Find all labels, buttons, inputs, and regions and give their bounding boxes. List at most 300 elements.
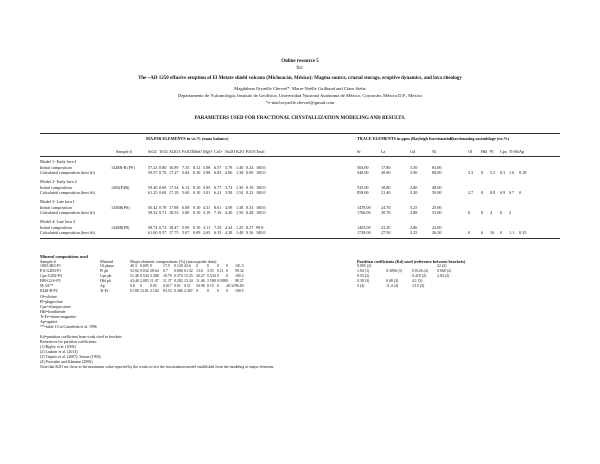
major-value: 5.08	[203, 164, 211, 170]
mineral-value: 98.27	[235, 279, 244, 283]
major-value: 17.18	[169, 190, 179, 195]
major-value: 8.61	[214, 204, 222, 210]
assemblage-value: 0.7	[509, 190, 515, 195]
major-col-header: Total	[256, 149, 265, 154]
partition-coefficient: 0.3096 (1)	[386, 269, 403, 273]
major-value: 0.12	[193, 164, 201, 170]
mineral-name: Hbl ph	[100, 279, 111, 283]
trace-value: 3.25	[410, 230, 418, 235]
email: *e-mail:oryaelle.chevrel@gmail.com	[265, 100, 335, 105]
mineral-value: 0.7	[163, 269, 168, 273]
row-label: Initial composition	[40, 224, 72, 230]
major-value: 0.68	[159, 190, 167, 195]
resource-title: Online resource 5	[281, 59, 319, 64]
major-value: 0.10	[193, 224, 201, 230]
major-value: 100.0	[256, 164, 266, 170]
major-value: 0.72	[159, 224, 167, 230]
assemblage-value: 8.8	[490, 190, 496, 195]
major-value: 5.80	[182, 210, 190, 215]
trace-value: 26.30	[432, 230, 442, 235]
major-value: 59.57	[148, 170, 158, 175]
model-name: Model 3- Late lava I	[40, 199, 75, 204]
mineral-value: 15.34	[184, 279, 193, 283]
mineral-value: 2.083	[140, 279, 149, 283]
note-line: (4) Prowatke and Klemme (2006)	[40, 360, 93, 364]
row-label: Initial composition	[40, 184, 72, 190]
major-col-header: MgO	[203, 149, 212, 154]
assemblage-value: 0	[481, 170, 484, 175]
mineral-name: Ol phase	[100, 264, 114, 268]
major-value: 17.34	[169, 184, 179, 190]
major-value: 0.16	[246, 230, 254, 235]
mineral-value: 0	[226, 289, 228, 293]
trace-value: 84.00	[432, 164, 442, 170]
major-value: 5.07	[182, 230, 190, 235]
partition-coefficient: 0.418 (2)	[412, 274, 427, 278]
assemblage-value: 10	[490, 230, 495, 235]
major-col-header: CaO	[214, 149, 222, 154]
major-col-header: P2O5	[246, 149, 256, 154]
major-value: 3.10	[203, 210, 211, 215]
mineral-name: Cpx ph	[100, 274, 112, 278]
major-value: 2.65	[203, 230, 211, 235]
trace-value: 3.50	[410, 164, 418, 170]
resource-for: for:	[296, 66, 304, 71]
mineral-value: 100.5	[235, 289, 244, 293]
major-value: 0.22	[246, 190, 254, 195]
trace-col-header: La	[381, 149, 386, 154]
trace-value: 504.00	[357, 164, 369, 170]
assemblage-col-header: Pl	[490, 149, 494, 154]
partition-coefficient: 0.0126 (2)	[412, 269, 429, 273]
trace-value: 1478.00	[357, 204, 371, 210]
mineral-value: 0.534	[140, 274, 149, 278]
paper-title: The ~AD 1250 effusive eruption of El Metate shield volcano (Michoacán, México): Magma source, crustal storage, eruptive dynamics, and lava rheology	[138, 76, 462, 81]
note-line: References for partition coefficients:	[40, 340, 98, 344]
assemblage-value: 0.3	[500, 170, 506, 175]
mineral-value: 43.6	[184, 264, 191, 268]
major-value: 3.74	[225, 184, 233, 190]
row-label: Initial composition	[40, 204, 72, 210]
mineral-name: Ap	[100, 284, 105, 288]
major-value: 3.95	[203, 184, 211, 190]
mineral-value: 0	[226, 279, 228, 283]
mineral-sample: H8l-G2-6-P3	[40, 279, 61, 283]
assemblage-col-header: Cpx	[500, 149, 507, 154]
major-value: 61.60	[148, 230, 158, 235]
group-trace-header: TRACE ELEMENTS in ppm (Rayleigh fractionation)	[357, 136, 454, 141]
mineral-value: 0.282	[174, 279, 183, 283]
mineral-value: 0	[140, 284, 142, 288]
assemblage-value: 0	[500, 210, 503, 215]
mineral-sample: Cpx-G282-P4	[40, 274, 62, 278]
mineral-value: 0.01	[174, 284, 181, 288]
major-value: 1.50	[236, 210, 244, 215]
model-name: Model 1- Early lava I	[40, 159, 77, 164]
assemblage-value: 5.5	[490, 170, 496, 175]
mineral-value: 0	[226, 264, 228, 268]
mineral-value: 10.79	[163, 274, 172, 278]
mineral-name: Ti-Fe	[100, 289, 109, 293]
partition-coefficient: 4.1 (3)	[412, 279, 423, 283]
mineral-value: 99.32	[235, 269, 244, 273]
mineral-value: 0.534	[207, 274, 216, 278]
mineral-value: 43.48	[130, 279, 139, 283]
mineral-name: Pl ph	[100, 269, 109, 273]
mineral-value: 2.102	[150, 289, 159, 293]
trace-col-header: Sr	[357, 149, 361, 154]
mineral-value: 52.92	[130, 269, 139, 273]
major-value: 59.40	[148, 184, 158, 190]
mineral-value: 0	[207, 289, 209, 293]
minerals-sample-header: Sample #	[40, 259, 56, 264]
trace-value: 535.00	[357, 184, 369, 190]
row-label: Initial composition	[40, 164, 72, 170]
major-value: 1.48	[236, 230, 244, 235]
major-value: 100.0	[256, 204, 266, 210]
mineral-value: 40.32	[226, 284, 235, 288]
assemblage-col-header: Ti-Mt	[509, 149, 519, 154]
major-value: 4.08	[225, 204, 233, 210]
trace-value: 3.20	[410, 190, 418, 195]
note-line: Note that K2O are close to the maximum value reported by the works to test the fractionation model established from the modeling of major elements	[40, 365, 274, 369]
assemblage-value: 0.18	[519, 170, 527, 175]
trace-value: 3.25	[410, 204, 418, 210]
assemblage-value: 3.3	[468, 170, 474, 175]
header-rule	[40, 156, 560, 157]
trace-value: 1766.00	[357, 210, 371, 215]
trace-value: 2.86	[410, 224, 418, 230]
mineral-value: 40.3	[130, 264, 137, 268]
major-value: 3.78	[225, 164, 233, 170]
assemblage-value: 2	[509, 210, 512, 215]
major-value: 18.47	[169, 224, 179, 230]
mineral-value: 0	[226, 274, 228, 278]
sample-id: 1428B-B (FF)	[111, 164, 135, 170]
trace-value: 18.80	[381, 184, 391, 190]
mineral-value: 101.5	[235, 264, 244, 268]
legend-item: Cpx=clinopyroxene	[40, 305, 71, 309]
major-value: 0.27	[246, 224, 254, 230]
major-col-header: TiO2	[159, 149, 168, 154]
sample-id: 1430B(PS)	[111, 204, 130, 210]
partition-coefficient: 0.08 (3)	[386, 279, 399, 283]
partition-coefficient: 11.4 (4)	[386, 284, 399, 288]
partition-coefficient: 2.84 (2)	[437, 274, 450, 278]
table-top-rule	[40, 133, 560, 134]
major-value: 3.98	[203, 170, 211, 175]
major-col-header: Al2O3	[169, 149, 181, 154]
row-label: Calculated composition (best fit)	[40, 230, 96, 235]
major-value: 5.60	[182, 190, 190, 195]
assemblage-value: 0	[500, 230, 503, 235]
major-col-header: SiO2	[148, 149, 157, 154]
row-label: Calculated composition (best fit)	[40, 170, 96, 175]
assemblage-col-header: Hbl	[481, 149, 488, 154]
trace-value: 30.70	[381, 210, 391, 215]
mineral-value: 0	[196, 264, 198, 268]
trace-value: 1738.00	[357, 230, 371, 235]
assemblage-value: 0	[519, 190, 522, 195]
major-value: 1.54	[236, 190, 244, 195]
trace-value: 50.00	[432, 190, 442, 195]
major-value: 4.38	[225, 230, 233, 235]
partition-coefficient: 0.38 (3)	[357, 279, 370, 283]
major-value: 6.83	[214, 170, 222, 175]
note-line: (3) Tiepolo et al. (2007); Sisson (1994)	[40, 355, 101, 359]
major-value: 6.57	[214, 164, 222, 170]
trace-value: 858.00	[357, 190, 369, 195]
major-col-header: Fe2O3	[182, 149, 194, 154]
minerals-title: Mineral compositions used	[40, 254, 88, 259]
mineral-value: 0.006	[174, 269, 183, 273]
major-value: 5.84	[182, 170, 190, 175]
major-value: 0.10	[193, 170, 201, 175]
major-value: 1.40	[236, 164, 244, 170]
affiliation: Departamento de Vulcanología, Instituto de Geofísica, Universidad Nacional Autónoma de México, Coyoacán, México D.F., Mexico	[177, 93, 423, 98]
partition-coefficient: 0.068 (2)	[437, 269, 452, 273]
mineral-sample: E428-B-P4	[40, 289, 58, 293]
major-value: 6.12	[182, 184, 190, 190]
major-value: 6.33	[214, 230, 222, 235]
partition-coefficient: 13.5 (4)	[412, 284, 425, 288]
mineral-value: 51.48	[130, 274, 139, 278]
model-name: Model 2- Early lava 2	[40, 179, 77, 184]
mineral-value: 0	[217, 264, 219, 268]
partition-coefficient: 0.53 (2)	[357, 274, 370, 278]
mineral-value: 13.6	[196, 269, 203, 273]
mineral-value: 0	[217, 274, 219, 278]
trace-value: 3.90	[410, 170, 418, 175]
major-value: 0.10	[193, 190, 201, 195]
mineral-value: 0	[207, 264, 209, 268]
major-value: 0.33	[246, 204, 254, 210]
major-value: 17.88	[169, 204, 179, 210]
mineral-value: 0	[150, 264, 152, 268]
major-col-header: K2O	[236, 149, 245, 154]
major-value: 57.23	[148, 164, 158, 170]
assemblage-value: 4	[490, 210, 493, 215]
mineral-value: 100.2	[235, 274, 244, 278]
authors: Magdalena Oryaëlle Chevrel*, Marie-Noëlle Guilbaud and Claus Siebe	[234, 86, 366, 91]
mineral-sample: P1l-G2B3-P1	[40, 269, 62, 273]
major-value: 0.10	[193, 184, 201, 190]
mineral-value: 3.498	[150, 274, 159, 278]
mineral-value: 0.386	[174, 289, 183, 293]
major-value: 0.24	[246, 164, 254, 170]
major-value: 16.89	[169, 164, 179, 170]
major-value: 58.74	[148, 224, 158, 230]
mineral-value: 3.55	[207, 269, 214, 273]
major-value: 100.0	[256, 230, 266, 235]
trace-value: 80.00	[432, 170, 442, 175]
major-value: 0.09	[246, 170, 254, 175]
major-value: 99.8	[256, 224, 264, 230]
legend-item: Ol=olivine	[40, 295, 57, 299]
major-value: 0.71	[159, 210, 167, 215]
assemblage-value: 6	[481, 230, 484, 235]
partition-coefficient: 22 (2)	[437, 264, 447, 268]
partition-coefficient: 0.005 (2)	[357, 264, 372, 268]
minerals-major-header: Major element compositions (%) (microprobe data)	[130, 259, 217, 264]
trace-value: 33.00	[432, 210, 442, 215]
assemblage-value: 0	[468, 230, 471, 235]
sample-col-header: Sample #	[116, 149, 132, 154]
table-bottom-rule	[40, 238, 560, 239]
major-value: 0.09	[193, 230, 201, 235]
trace-value: 27.50	[381, 230, 391, 235]
legend-item: Hbl=hornblende	[40, 310, 66, 314]
mineral-value: 2.367	[184, 289, 193, 293]
trace-value: 21.40	[381, 190, 391, 195]
mineral-value: 0.11	[217, 269, 224, 273]
major-value: 18.53	[169, 210, 179, 215]
section-title: PARAMETERS USED FOR FRACTIONAL CRYSTALLIZATION MODELING AND RESULTS.	[194, 116, 406, 121]
mineral-value: 0	[226, 269, 228, 273]
mineral-value: 11.37	[163, 279, 172, 283]
assemblage-value: 0	[468, 210, 471, 215]
assemblage-value: 0	[481, 190, 484, 195]
major-col-header: MnO	[193, 149, 202, 154]
major-value: 4.06	[225, 170, 233, 175]
minerals-partition-header: Partition coefficients (Kd) used (reference between brackets)	[357, 259, 466, 264]
trace-col-header: Ni	[432, 149, 437, 154]
legend-item: Ti-Fe=titano-magnetite	[40, 315, 77, 319]
mineral-value: 0.108	[130, 289, 139, 293]
assemblage-col-header: Ap	[519, 149, 525, 154]
mineral-value: 0	[217, 284, 219, 288]
mineral-value: 0.588	[217, 279, 226, 283]
major-value: 1.30	[236, 184, 244, 190]
trace-value: 48.00	[432, 184, 442, 190]
trace-value: 2.80	[410, 184, 418, 190]
mineral-value: 0	[217, 289, 219, 293]
major-value: 4.34	[225, 224, 233, 230]
mineral-value: 0.51	[184, 284, 191, 288]
mineral-value: 0.132	[184, 269, 193, 273]
major-value: 0.10	[193, 210, 201, 215]
trace-value: 548.00	[357, 170, 369, 175]
assemblage-value: 8	[481, 210, 484, 215]
sample-id: 1428B(P8)	[111, 224, 130, 230]
partition-coefficient: 1.84 (1)	[357, 269, 370, 273]
legend-item: **=table 13 in Castañeda et al. 1996	[40, 325, 97, 329]
major-value: 17.75	[169, 230, 179, 235]
major-value: 58.32	[148, 210, 158, 215]
major-value: 56.42	[148, 204, 158, 210]
assemblage-value: 0.9	[500, 190, 506, 195]
major-value: 61.25	[148, 190, 158, 195]
major-value: 6.21	[214, 190, 222, 195]
trace-value: 20.00	[381, 170, 391, 175]
mineral-value: 17.5	[163, 264, 170, 268]
mineral-value: 0.005	[140, 264, 149, 268]
major-value: 7.35	[182, 164, 190, 170]
mineral-value: 20.27	[196, 274, 205, 278]
major-value: 1.38	[236, 170, 244, 175]
legend-item: Ap=apatite	[40, 320, 58, 324]
mineral-value: 0	[196, 289, 198, 293]
trace-value: 25.00	[432, 204, 442, 210]
major-value: 100.0	[256, 190, 266, 195]
major-value: 0.10	[193, 204, 201, 210]
mineral-value: 2.598	[207, 279, 216, 283]
major-value: 100.0	[256, 210, 266, 215]
mineral-value: 0.15	[207, 284, 214, 288]
mineral-value: 0.017	[163, 284, 172, 288]
major-value: 7.16	[214, 210, 222, 215]
mineral-value: 15.25	[184, 274, 193, 278]
row-label: Calculated composition (best fit)	[40, 210, 96, 215]
mineral-value: 0.0	[130, 284, 135, 288]
major-value: 0.70	[159, 170, 167, 175]
trace-value: 22.00	[432, 224, 442, 230]
mineral-sample: M-3A**	[40, 284, 54, 288]
minerals-mineral-header: Mineral	[100, 259, 114, 264]
model-name: Model 4- Late lava 2	[40, 219, 76, 224]
legend-item: Pl=plagioclase	[40, 300, 63, 304]
assemblage-value: 1.1	[509, 230, 515, 235]
assemblage-value: 0.35	[519, 230, 527, 235]
major-value: 0.57	[159, 230, 167, 235]
major-value: 5.90	[182, 224, 190, 230]
major-value: 0.28	[246, 210, 254, 215]
mineral-value: 28.64	[150, 269, 159, 273]
major-value: 1.38	[236, 204, 244, 210]
mineral-value: 0.032	[140, 269, 149, 273]
major-value: 1.25	[236, 224, 244, 230]
sample-id: 1205(F4B)	[111, 184, 130, 190]
trace-value: 3.88	[410, 210, 418, 215]
major-value: 0.78	[159, 204, 167, 210]
note-line: (2) Laubier et al. (2014)	[40, 350, 78, 354]
trace-col-header: Gd	[410, 149, 416, 154]
mineral-value: 96.83	[235, 284, 244, 288]
mineral-value: 12.01	[140, 289, 149, 293]
note-line: Kd=partition coefficient from weak cited in brackets	[40, 335, 122, 339]
assemblage-value: 1.6	[509, 170, 515, 175]
trace-value: 1403.00	[357, 224, 371, 230]
major-value: 100.0	[256, 170, 266, 175]
mineral-value: 11.46	[196, 279, 205, 283]
mineral-value: 11.47	[150, 279, 159, 283]
major-col-header: Na2O	[225, 149, 236, 154]
mineral-sample: 1083-2B3-P1	[40, 264, 61, 268]
major-value: 6.77	[214, 184, 222, 190]
major-value: 17.27	[169, 170, 179, 175]
assemblage-value: 2.7	[468, 190, 474, 195]
major-value: 3.58	[225, 190, 233, 195]
major-value: 0.80	[159, 164, 167, 170]
mineral-value: 0.120	[174, 264, 183, 268]
partition-coefficient: 5 (4)	[357, 284, 365, 288]
major-value: 0.19	[246, 184, 254, 190]
assemblage-col-header: Ol	[468, 149, 473, 154]
group-assemblage-header: Fractionating assemblage (wt.%)	[450, 136, 510, 141]
mineral-value: 54.98	[196, 284, 205, 288]
group-major-header: MAJOR ELEMENTS in wt.% (mass balance)	[146, 136, 229, 141]
major-value: 100.0	[256, 184, 266, 190]
mineral-value: 83.53	[163, 289, 172, 293]
note-line: (1) Bigley et al. (2003)	[40, 345, 76, 349]
major-value: 0.69	[159, 184, 167, 190]
major-value: 3.01	[203, 190, 211, 195]
major-value: 3.11	[203, 224, 211, 230]
major-value: 6.08	[182, 204, 190, 210]
mineral-value: 0.374	[174, 274, 183, 278]
row-label: Calculated composition (best fit)	[40, 190, 96, 195]
major-value: 7.35	[214, 224, 222, 230]
